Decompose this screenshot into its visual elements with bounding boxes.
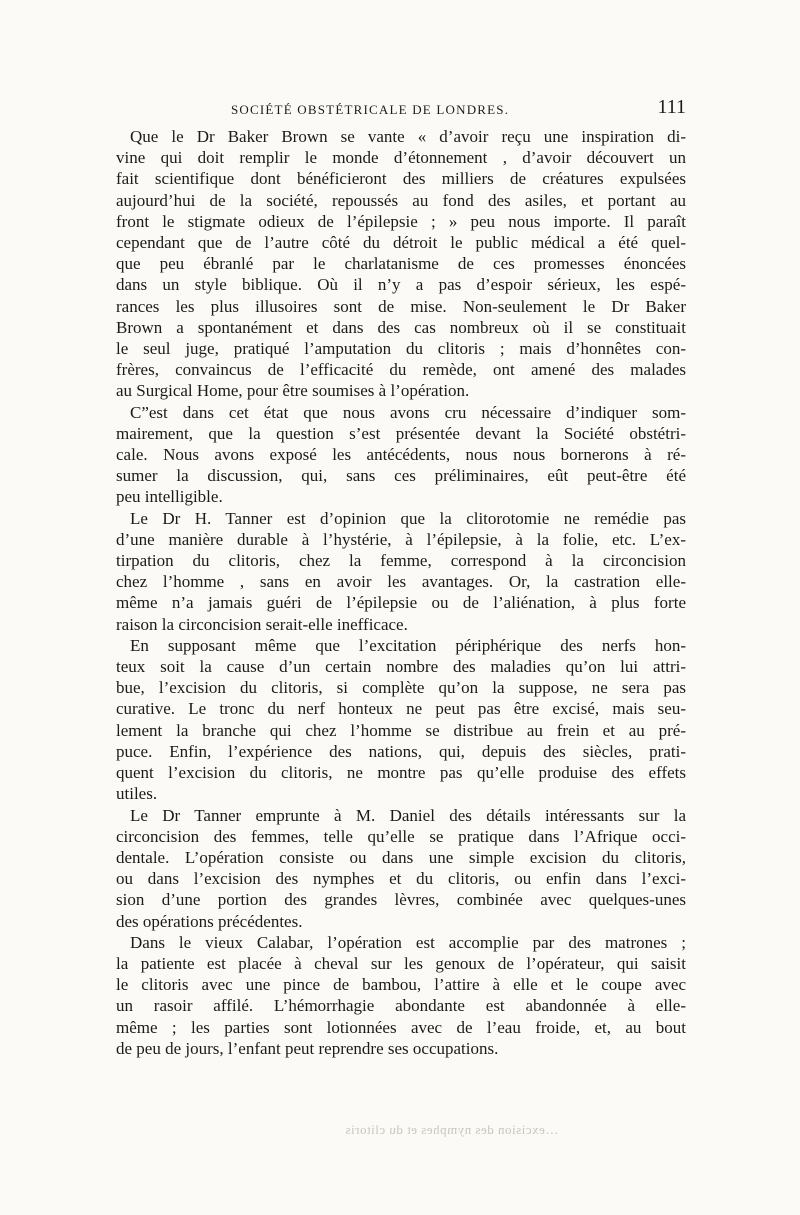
running-title: SOCIÉTÉ OBSTÉTRICALE DE LONDRES. bbox=[231, 102, 510, 117]
text-line: de peu de jours, l’enfant peut reprendre ses occupations. bbox=[116, 1038, 499, 1058]
text-line: dentale. L’opération consiste ou dans une simple excision du clitoris, bbox=[116, 847, 686, 867]
text-line: lement la branche qui chez l’homme se distribue au frein et au pré- bbox=[116, 720, 686, 740]
text-line: d’une manière durable à l’hystérie, à l’épilepsie, à la folie, etc. L’ex- bbox=[116, 529, 686, 549]
text-line: bue, l’excision du clitoris, si complète qu’on la suppose, ne sera pas bbox=[116, 678, 686, 698]
text-line: mairement, que la question s’est présentée devant la Société obstétri- bbox=[116, 423, 686, 443]
text-line: curative. Le tronc du nerf honteux ne peut pas être excisé, mais seu- bbox=[116, 699, 686, 719]
text-line: Que le Dr Baker Brown se vante « d’avoir reçu une inspiration di- bbox=[130, 127, 686, 146]
text-line: dans un style biblique. Où il n’y a pas d’espoir sérieux, les espé- bbox=[116, 275, 686, 295]
page-number: 111 bbox=[657, 96, 686, 118]
text-line: Le Dr Tanner emprunte à M. Daniel des détails intéressants sur la bbox=[130, 805, 686, 825]
text-line: le clitoris avec une pince de bambou, l’attire à elle et le coupe avec bbox=[116, 975, 686, 995]
text-line: aujourd’hui de la société, repoussés au fond des asiles, et portant au bbox=[116, 190, 686, 210]
text-line: au Surgical Home, pour être soumises à l’opération. bbox=[116, 381, 470, 401]
paragraph bbox=[116, 932, 686, 1059]
text-line: Brown a spontanément et dans des cas nombreux où il se constituait bbox=[116, 317, 686, 337]
text-line: que peu ébranlé par le charlatanisme de ces promesses énoncées bbox=[116, 254, 686, 274]
text-line: sumer la discussion, qui, sans ces préliminaires, eût peut-être été bbox=[116, 466, 686, 486]
text-line: chez l’homme , sans en avoir les avantages. Or, la castration elle- bbox=[116, 572, 686, 592]
text-line: peu intelligible. bbox=[116, 487, 223, 507]
text-line: vine qui doit remplir le monde d’étonnement , d’avoir découvert un bbox=[116, 148, 686, 168]
text-line: circoncision des femmes, telle qu’elle se pratique dans l’Afrique occi- bbox=[116, 826, 686, 846]
text-line: cependant que de l’autre côté du détroit le public médical a été quel- bbox=[116, 233, 686, 253]
page-header bbox=[116, 98, 686, 122]
text-line: cale. Nous avons exposé les antécédents, nous nous bornerons à ré- bbox=[116, 445, 686, 465]
text-line: teux soit la cause d’un certain nombre des maladies qu’on lui attri- bbox=[116, 657, 686, 677]
text-line: rances les plus illusoires sont de mise. Non-seulement le Dr Baker bbox=[116, 296, 686, 316]
text-line: tirpation du clitoris, chez la femme, correspond à la circoncision bbox=[116, 551, 686, 571]
text-line: le seul juge, pratiqué l’amputation du clitoris ; mais d’honnêtes con- bbox=[116, 339, 686, 359]
paragraph bbox=[116, 126, 686, 402]
paragraph bbox=[116, 402, 686, 508]
text-line: C”est dans cet état que nous avons cru nécessaire d’indiquer som- bbox=[130, 402, 686, 422]
text-line: des opérations précédentes. bbox=[116, 911, 303, 931]
text-line: puce. Enfin, l’expérience des nations, qui, depuis des siècles, prati- bbox=[116, 741, 686, 761]
paragraph bbox=[116, 635, 686, 805]
text-line: sion d’une portion des grandes lèvres, combinée avec quelques-unes bbox=[116, 890, 686, 910]
text-line: En supposant même que l’excitation périphérique des nerfs hon- bbox=[130, 635, 686, 655]
text-line: quent l’excision du clitoris, ne montre pas qu’elle produise des effets bbox=[116, 763, 686, 783]
paragraph bbox=[116, 508, 686, 635]
text-line: la patiente est placée à cheval sur les genoux de l’opérateur, qui saisit bbox=[116, 953, 686, 973]
text-line: front le stigmate odieux de l’épilepsie ; » peu nous importe. Il paraît bbox=[116, 211, 686, 231]
paragraph bbox=[116, 805, 686, 932]
text-line: Dans le vieux Calabar, l’opération est accomplie par des matrones ; bbox=[130, 932, 686, 952]
text-line: Le Dr H. Tanner est d’opinion que la clitorotomie ne remédie pas bbox=[130, 508, 686, 528]
text-line: frères, convaincus de l’efficacité du remède, ont amené des malades bbox=[116, 360, 686, 380]
text-line: fait scientifique dont bénéficieront des milliers de créatures expulsées bbox=[116, 169, 686, 189]
book-page bbox=[116, 98, 686, 1059]
bleed-through-text: …excision des nymphes et du clitoris bbox=[345, 1122, 559, 1137]
text-line: un rasoir affilé. L’hémorrhagie abondante est abandonnée à elle- bbox=[116, 996, 686, 1016]
text-line: même ; les parties sont lotionnées avec de l’eau froide, et, au bout bbox=[116, 1017, 686, 1037]
text-line: ou dans l’excision des nymphes et du clitoris, ou enfin dans l’exci- bbox=[116, 869, 686, 889]
body-text bbox=[116, 126, 686, 1059]
text-line: même n’a jamais guéri de l’épilepsie ou de l’aliénation, à plus forte bbox=[116, 593, 686, 613]
text-line: utiles. bbox=[116, 784, 158, 804]
text-line: raison la circoncision serait-elle inefficace. bbox=[116, 614, 408, 634]
